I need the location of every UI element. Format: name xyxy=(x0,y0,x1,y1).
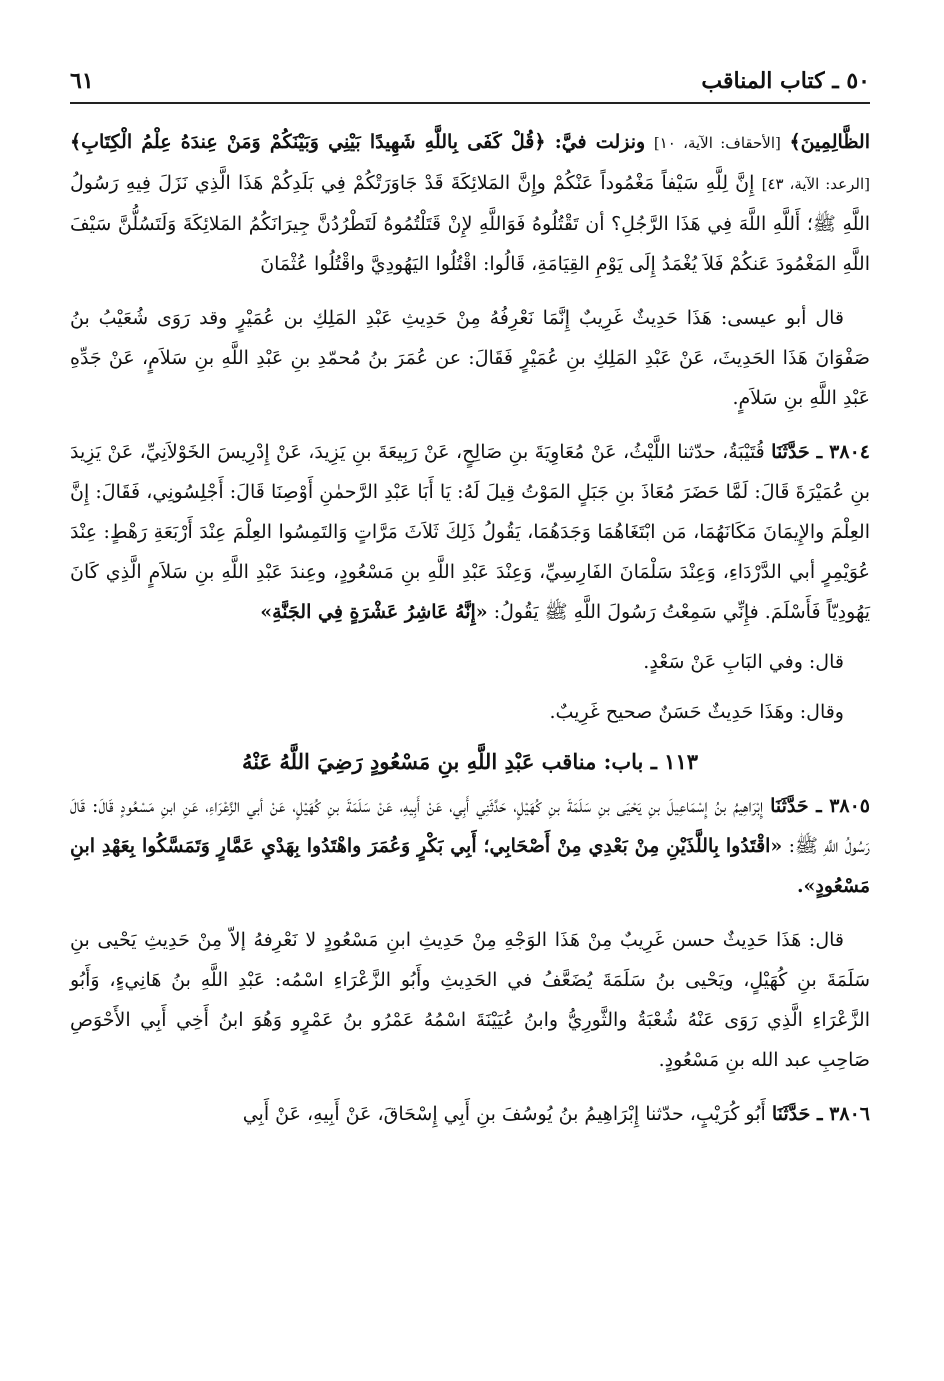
chapter-title: ٥٠ ـ كتاب المناقب xyxy=(701,68,870,94)
hadith-number: ٣٨٠٦ ـ حَدَّثَنَا xyxy=(771,1103,870,1125)
page-body xyxy=(70,122,870,1134)
commentary-paragraph: قال أبو عيسى: هَذَا حَدِيثٌ غَرِيبٌ إِنَّمَا نَعْرِفُهُ مِنْ حَدِيثِ عَبْدِ المَلِكِ بن عُمَيْرٍ وقد رَوَى شُعَيْبُ بنُ صَفْوَانَ هَذَا الحَدِيثَ، عَنْ عَبْدِ المَلِكِ بنِ عُمَيْرٍ فَقَالَ: عن عُمَرَ بنُ مُحمّدِ بنِ عَبْدِ اللَّهِ بنِ سَلاَمٍ، عَنْ جَدِّهِ عَبْدِ اللَّهِ بنِ سَلاَمٍ. xyxy=(70,307,870,409)
page-number: ٦١ xyxy=(70,68,94,94)
commentary-line: قال: وفي البَابِ عَنْ سَعْدٍ. xyxy=(643,651,844,673)
hadith-3806 xyxy=(70,1094,870,1134)
hadith-text: أَبُو كُرَيْبٍ، حدّثنا إِبْرَاهِيمُ بنُ يُوسُفَ بنِ أَبِي إِسْحَاقَ، عَنْ أَبِيهِ، عَنْ أَبِي xyxy=(242,1103,766,1125)
hadith-text: إِبْرَاهِيمُ بنُ إِسْمَاعِيلَ بنِ يَحْيَى بنِ سَلَمَةَ بنِ كُهَيْلٍ، حَدَّثَنِي أَبِي، عَنْ أَبِيهِ، عَنْ سَلَمَةَ بنِ كُهَيْلٍ، عَنْ أبي الزَّعْرَاءِ، عَنِ ابنِ مَسْعُودٍ قَالَ: قَالَ رَسُولُ اللَّهِ ﷺ: xyxy=(70,795,870,857)
verse-fragment: الظَّالِمِينَ﴾ xyxy=(789,131,870,153)
hadith-3805 xyxy=(70,786,870,906)
commentary-paragraph: قال: هَذَا حَدِيثٌ حسن غَرِيبٌ مِنْ هَذَا الوَجْهِ مِنْ حَدِيثِ ابنِ مَسْعُودٍ لا نَعْرِفهُ إلاّ مِنْ حَدِيثِ يَحْيى بنِ سَلَمَةَ بنِ كُهَيْلٍ، ويَحْيى بنُ سَلَمَةَ يُضَعَّفُ في الحَدِيثِ وأَبُو الزَّعْرَاءِ اسْمُه: عَبْدِ اللَّهِ بنُ هَانِيءٍ، وَأَبُو الزَّعْرَاءِ الَّذِي رَوَى عَنْهُ شُعْبَةُ والثَّورِيُّ وابنُ عُيَيْنَةَ اسْمُهُ عَمْرُو بنُ عَمْرٍو وَهُوَ ابنُ أَخِي أَبِي الأَحْوَصِ صَاحِبِ عبد الله بنِ مَسْعُودٍ. xyxy=(70,929,870,1071)
section-heading: ١١٣ ـ باب: مناقب عَبْدِ اللَّهِ بنِ مَسْعُودٍ رَضِيَ اللَّهُ عَنْهُ xyxy=(241,749,699,774)
hadith-text: قُتَيْبَةُ، حدّثنا اللَّيْثُ، عَنْ مُعَاوِيَةَ بنِ صَالِحٍ، عَنْ رَبِيعَةَ بنِ يَزِيدَ، عَنْ إِدْرِيسَ الخَوْلاَنِيِّ، عَنْ يَزِيدَ بنِ عُمَيْرَةَ قَالَ: لَمَّا حَضَرَ مُعَاذَ بنِ جَبَلٍ المَوْتُ قِيلَ لَهُ: يَا أَبَا عَبْدِ الرَّحمٰنِ أَوْصِنَا قَالَ: أَجْلِسُونِي، فَقَالَ: إِنَّ العِلْمَ والإِيمَانَ مَكَانَهُمَا، مَن ابْتَغَاهُمَا وَجَدَهُمَا، يَقُولُ ذَلِكَ ثَلاَثَ مَرَّاتٍ وَالتَمِسُوا العِلْمَ عِنْدَ أَرْبَعَةِ رَهْطٍ: عِنْدَ عُوَيْمِرٍ أبي الدَّرْدَاءِ، وَعِنْدَ سَلْمَانَ الفَارِسِيِّ، وَعِنْدَ عَبْدِ اللَّهِ بنِ مَسْعُودٍ، وعِندَ عَبْدِ اللَّهِ بنِ سَلاَمٍ الَّذِي كَانَ يَهُودِيّاً فَأَسْلَمَ. فإِنِّي سَمِعْتُ رَسُولَ اللَّهِ ﷺ يَقُولُ: xyxy=(70,441,870,623)
verse-text: ونزلت فيَّ: ﴿قُلْ كَفَى بِاللَّهِ شَهِيدًا بَيْنِي وَبَيْنَكُمْ وَمَنْ عِندَهُ عِلْمُ الْكِتَابِ﴾ xyxy=(70,131,646,153)
hadith-number: ٣٨٠٥ ـ حَدَّثَنَا xyxy=(770,795,871,817)
hadith-quote: «إِنَّهُ عَاشِرُ عَشْرَةٍ فِي الجَنَّةِ» xyxy=(260,601,488,623)
paragraph-continuation xyxy=(70,122,870,284)
narration-text: إِنَّ لِلَّهِ سَيْفاً مَغْمُوداً عَنْكُمْ وإِنَّ المَلائِكَةَ قَدْ جَاوَرَتْكُمْ فِي بَلَدِكُمْ هَذَا الَّذِي نَزَلَ فِيهِ رَسُولُ اللَّهِ ﷺ؛ أَللَّهِ اللَّهَ فِي هَذَا الرَّجُلِ؟ أن تَقْتُلُوهُ فَوَاللَّهِ لإِنْ قَتَلْتُمُوهُ لَتَطْرُدُنَّ جِيرَانَكُمُ المَلائِكَةَ وَلَتَسُلُّنَّ سَيْفَ اللَّهِ المَغْمُودَ عَنكُمْ فَلاَ يُغْمَدُ إِلَى يَوْمِ القِيَامَةِ، قَالُوا: اقْتُلُوا اليَهُودِيَّ واقْتُلُوا عُثْمَانَ xyxy=(70,172,870,275)
document-page xyxy=(70,60,870,1360)
page-header xyxy=(70,60,870,104)
hadith-number: ٣٨٠٤ ـ حَدَّثَنَا xyxy=(771,441,870,463)
commentary-line: وقال: وهَذَا حَدِيثٌ حَسَنٌ صحيح غَرِيبٌ. xyxy=(549,701,844,723)
hadith-quote: «اقْتَدُوا بِاللَّذَيْنِ مِنْ بَعْدِي مِنْ أَصْحَابِي؛ أَبِي بَكْرٍ وَعُمَرَ واهْتَدُوا بِهَدْيِ عَمَّارٍ وَتَمَسَّكُوا بِعَهْدِ ابنِ مَسْعُودٍ». xyxy=(70,835,870,897)
verse-reference: [الأحقاف: الآية، ١٠] xyxy=(653,134,781,152)
hadith-3804 xyxy=(70,432,870,632)
verse-reference: [الرعد: الآية، ٤٣] xyxy=(761,175,870,193)
